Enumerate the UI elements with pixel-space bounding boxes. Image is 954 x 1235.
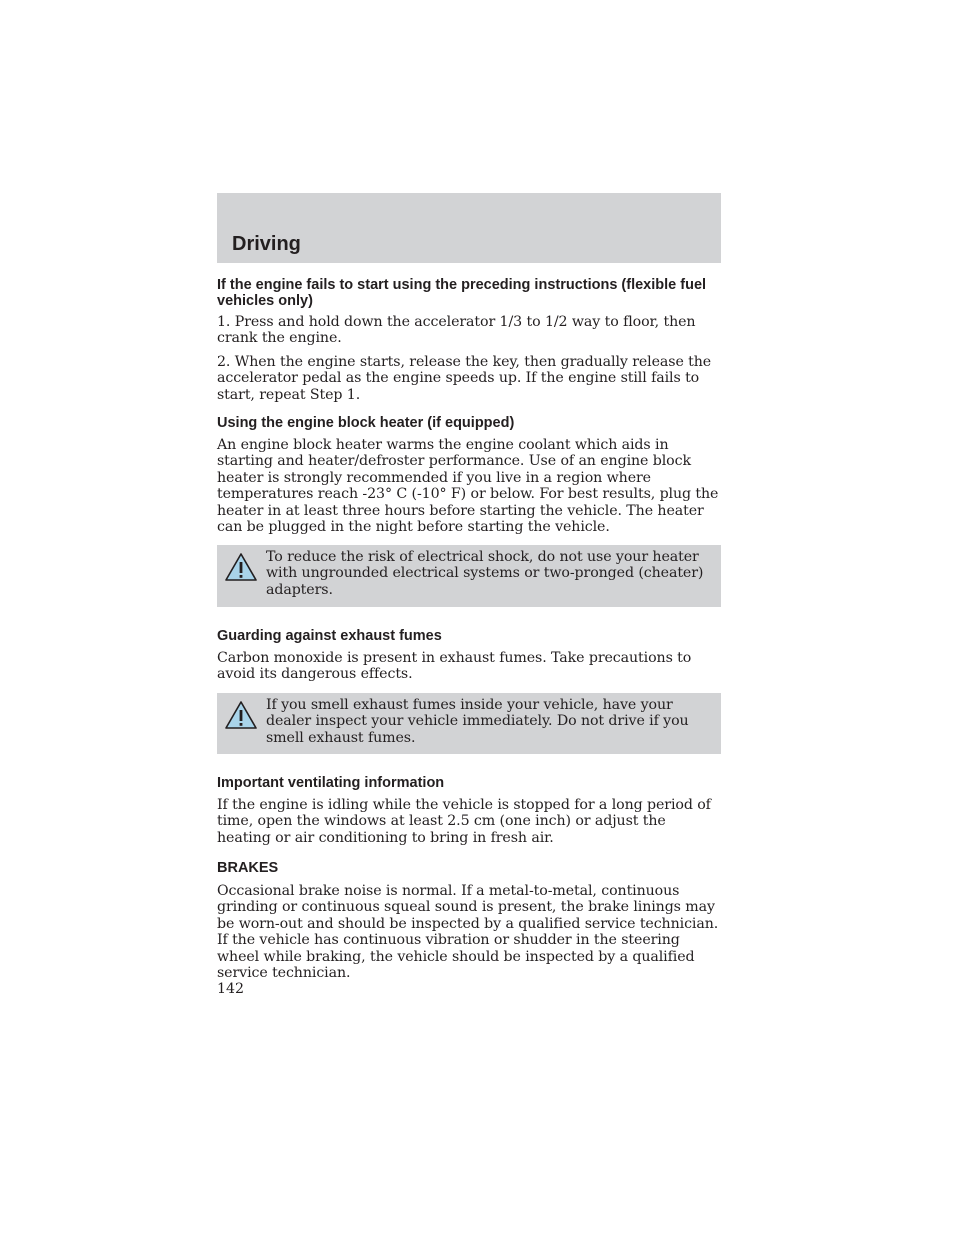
flex-fuel-step-1: 1. Press and hold down the accelerator 1/3 to 1/2 way to floor, then crank the engine. xyxy=(217,314,696,347)
brakes-body: Occasional brake noise is normal. If a metal-to-metal, continuous grinding or continuous squeal sound is present, the brake linings may be worn-out and should be inspected by a qualified service technician. If the vehicle has continuous vibration or shudder in the steering wheel while braking, the vehicle should be inspected by a qualified service technician. xyxy=(217,883,719,982)
page-number: 142 xyxy=(217,981,245,997)
ventilating-heading: Important ventilating information xyxy=(217,775,445,791)
flex-fuel-section xyxy=(217,277,721,403)
block-heater-section xyxy=(217,415,721,535)
exhaust-body: Carbon monoxide is present in exhaust fumes. Take precautions to avoid its dangerous effects. xyxy=(217,650,692,683)
flex-fuel-step-2: 2. When the engine starts, release the key, then gradually release the accelerator pedal as the engine speeds up. If the engine still fails to start, repeat Step 1. xyxy=(217,353,712,403)
warning-text-electrical: To reduce the risk of electrical shock, do not use your heater with ungrounded electrical systems or two-pronged (cheater) adapters. xyxy=(266,549,704,598)
warning-triangle-icon xyxy=(224,552,258,582)
warning-box-electrical xyxy=(217,545,721,607)
warning-text-exhaust: If you smell exhaust fumes inside your vehicle, have your dealer inspect your vehicle immediately. Do not drive if you smell exhaust fumes. xyxy=(266,697,689,746)
brakes-heading: BRAKES xyxy=(217,860,279,876)
exhaust-heading: Guarding against exhaust fumes xyxy=(217,628,442,644)
warning-box-exhaust xyxy=(217,693,721,754)
section-title: Driving xyxy=(232,233,301,255)
brakes-section xyxy=(217,860,721,981)
flex-fuel-heading: If the engine fails to start using the preceding instructions (flexible fuel vehicles only) xyxy=(217,277,707,309)
block-heater-body: An engine block heater warms the engine coolant which aids in starting and heater/defroster performance. Use of an engine block heater is strongly recommended if you live in a region where temperatures reach -23° C (-10° F) or below. For best results, plug the heater in at least three hours before starting the vehicle. The heater can be plugged in the night before starting the vehicle. xyxy=(217,437,719,536)
block-heater-heading: Using the engine block heater (if equipped) xyxy=(217,415,515,431)
ventilating-body: If the engine is idling while the vehicle is stopped for a long period of time, open the windows at least 2.5 cm (one inch) or adjust the heating or air conditioning to bring in fresh air. xyxy=(217,797,711,846)
exhaust-section xyxy=(217,628,721,683)
warning-triangle-icon xyxy=(224,700,258,730)
section-header-band xyxy=(217,193,721,263)
ventilating-section xyxy=(217,775,721,846)
